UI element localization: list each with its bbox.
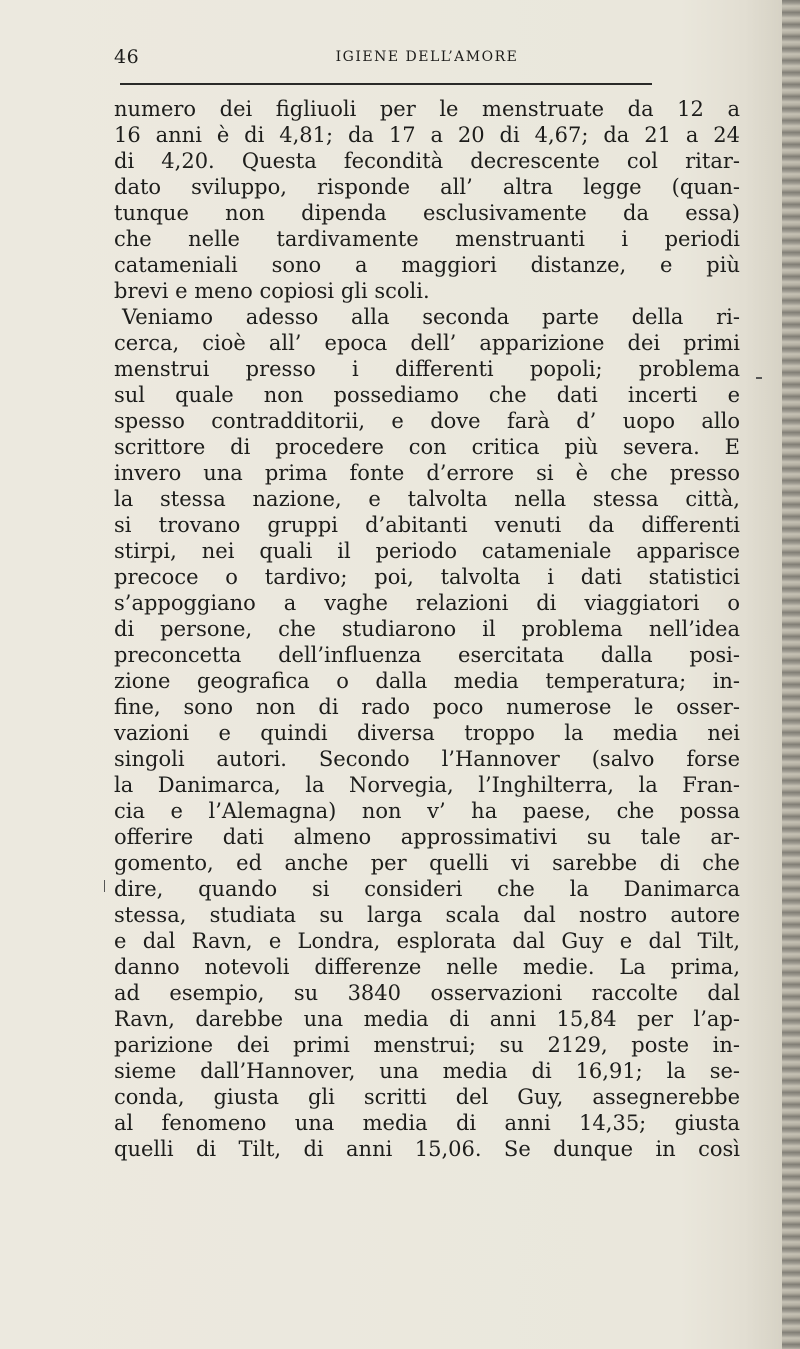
text-line: sul quale non possediamo che dati incerti e xyxy=(114,383,740,407)
text-line: precoce o tardivo; poi, talvolta i dati statistici xyxy=(114,565,740,589)
text-line: danno notevoli differenze nelle medie. La prima, xyxy=(114,955,740,979)
text-line: cerca, cioè all’ epoca dell’ apparizione dei primi xyxy=(114,331,740,355)
text-line: quelli di Tilt, di anni 15,06. Se dunque in così xyxy=(114,1137,740,1161)
text-line: la Danimarca, la Norvegia, l’Inghilterra, la Fran- xyxy=(114,773,740,797)
text-line: dato sviluppo, risponde all’ altra legge (quan- xyxy=(114,175,740,199)
page-edge-shadow xyxy=(782,0,800,1349)
text-line: ad esempio, su 3840 osservazioni raccolte dal xyxy=(114,981,740,1005)
margin-mark xyxy=(104,880,105,892)
text-line: al fenomeno una media di anni 14,35; giusta xyxy=(114,1111,740,1135)
text-line: gomento, ed anche per quelli vi sarebbe di che xyxy=(114,851,740,875)
running-head: IGIENE DELL’AMORE xyxy=(335,49,519,65)
text-line: spesso contradditorii, e dove farà d’ uopo allo xyxy=(114,409,740,433)
text-line: scrittore di procedere con critica più severa. E xyxy=(114,435,740,459)
text-line: catameniali sono a maggiori distanze, e più xyxy=(114,253,740,277)
text-line: fine, sono non di rado poco numerose le osser- xyxy=(114,695,740,719)
text-line: si trovano gruppi d’abitanti venuti da differenti xyxy=(114,513,740,537)
text-line: stessa, studiata su larga scala dal nostro autore xyxy=(114,903,740,927)
text-line: 16 anni è di 4,81; da 17 a 20 di 4,67; da 21 a 24 xyxy=(114,123,740,147)
text-line: tunque non dipenda esclusivamente da essa) xyxy=(114,201,740,225)
text-line: conda, giusta gli scritti del Guy, assegnerebbe xyxy=(114,1085,740,1109)
text-line: parizione dei primi menstrui; su 2129, poste in- xyxy=(114,1033,740,1057)
body-text xyxy=(114,96,740,1162)
text-line: dire, quando si consideri che la Danimarca xyxy=(114,877,740,901)
text-line: preconcetta dell’influenza esercitata dalla posi- xyxy=(114,643,740,667)
page-header xyxy=(114,46,740,72)
page-number: 46 xyxy=(114,46,140,68)
text-line: menstrui presso i differenti popoli; problema xyxy=(114,357,740,381)
text-line: di persone, che studiarono il problema nell’idea xyxy=(114,617,740,641)
text-line: la stessa nazione, e talvolta nella stessa città, xyxy=(114,487,740,511)
text-line: Ravn, darebbe una media di anni 15,84 per l’ap- xyxy=(114,1007,740,1031)
header-rule xyxy=(120,83,652,85)
text-line: sieme dall’Hannover, una media di 16,91; la se- xyxy=(114,1059,740,1083)
text-line: brevi e meno copiosi gli scoli. xyxy=(114,279,430,303)
text-line: Veniamo adesso alla seconda parte della ri- xyxy=(122,305,740,329)
text-line: offerire dati almeno approssimativi su tale ar- xyxy=(114,825,740,849)
text-line: zione geografica o dalla media temperatura; in- xyxy=(114,669,740,693)
text-line: di 4,20. Questa fecondità decrescente col ritar- xyxy=(114,149,740,173)
text-line: s’appoggiano a vaghe relazioni di viaggiatori o xyxy=(114,591,740,615)
text-line: stirpi, nei quali il periodo catameniale apparisce xyxy=(114,539,740,563)
text-line: che nelle tardivamente menstruanti i periodi xyxy=(114,227,740,251)
text-line: singoli autori. Secondo l’Hannover (salvo forse xyxy=(114,747,740,771)
text-line: invero una prima fonte d’errore si è che presso xyxy=(114,461,740,485)
text-line: vazioni e quindi diversa troppo la media nei xyxy=(114,721,740,745)
text-line: e dal Ravn, e Londra, esplorata dal Guy e dal Tilt, xyxy=(114,929,740,953)
margin-mark xyxy=(756,377,762,379)
text-line: cia e l’Alemagna) non v’ ha paese, che possa xyxy=(114,799,740,823)
text-line: numero dei figliuoli per le menstruate da 12 a xyxy=(114,97,740,121)
